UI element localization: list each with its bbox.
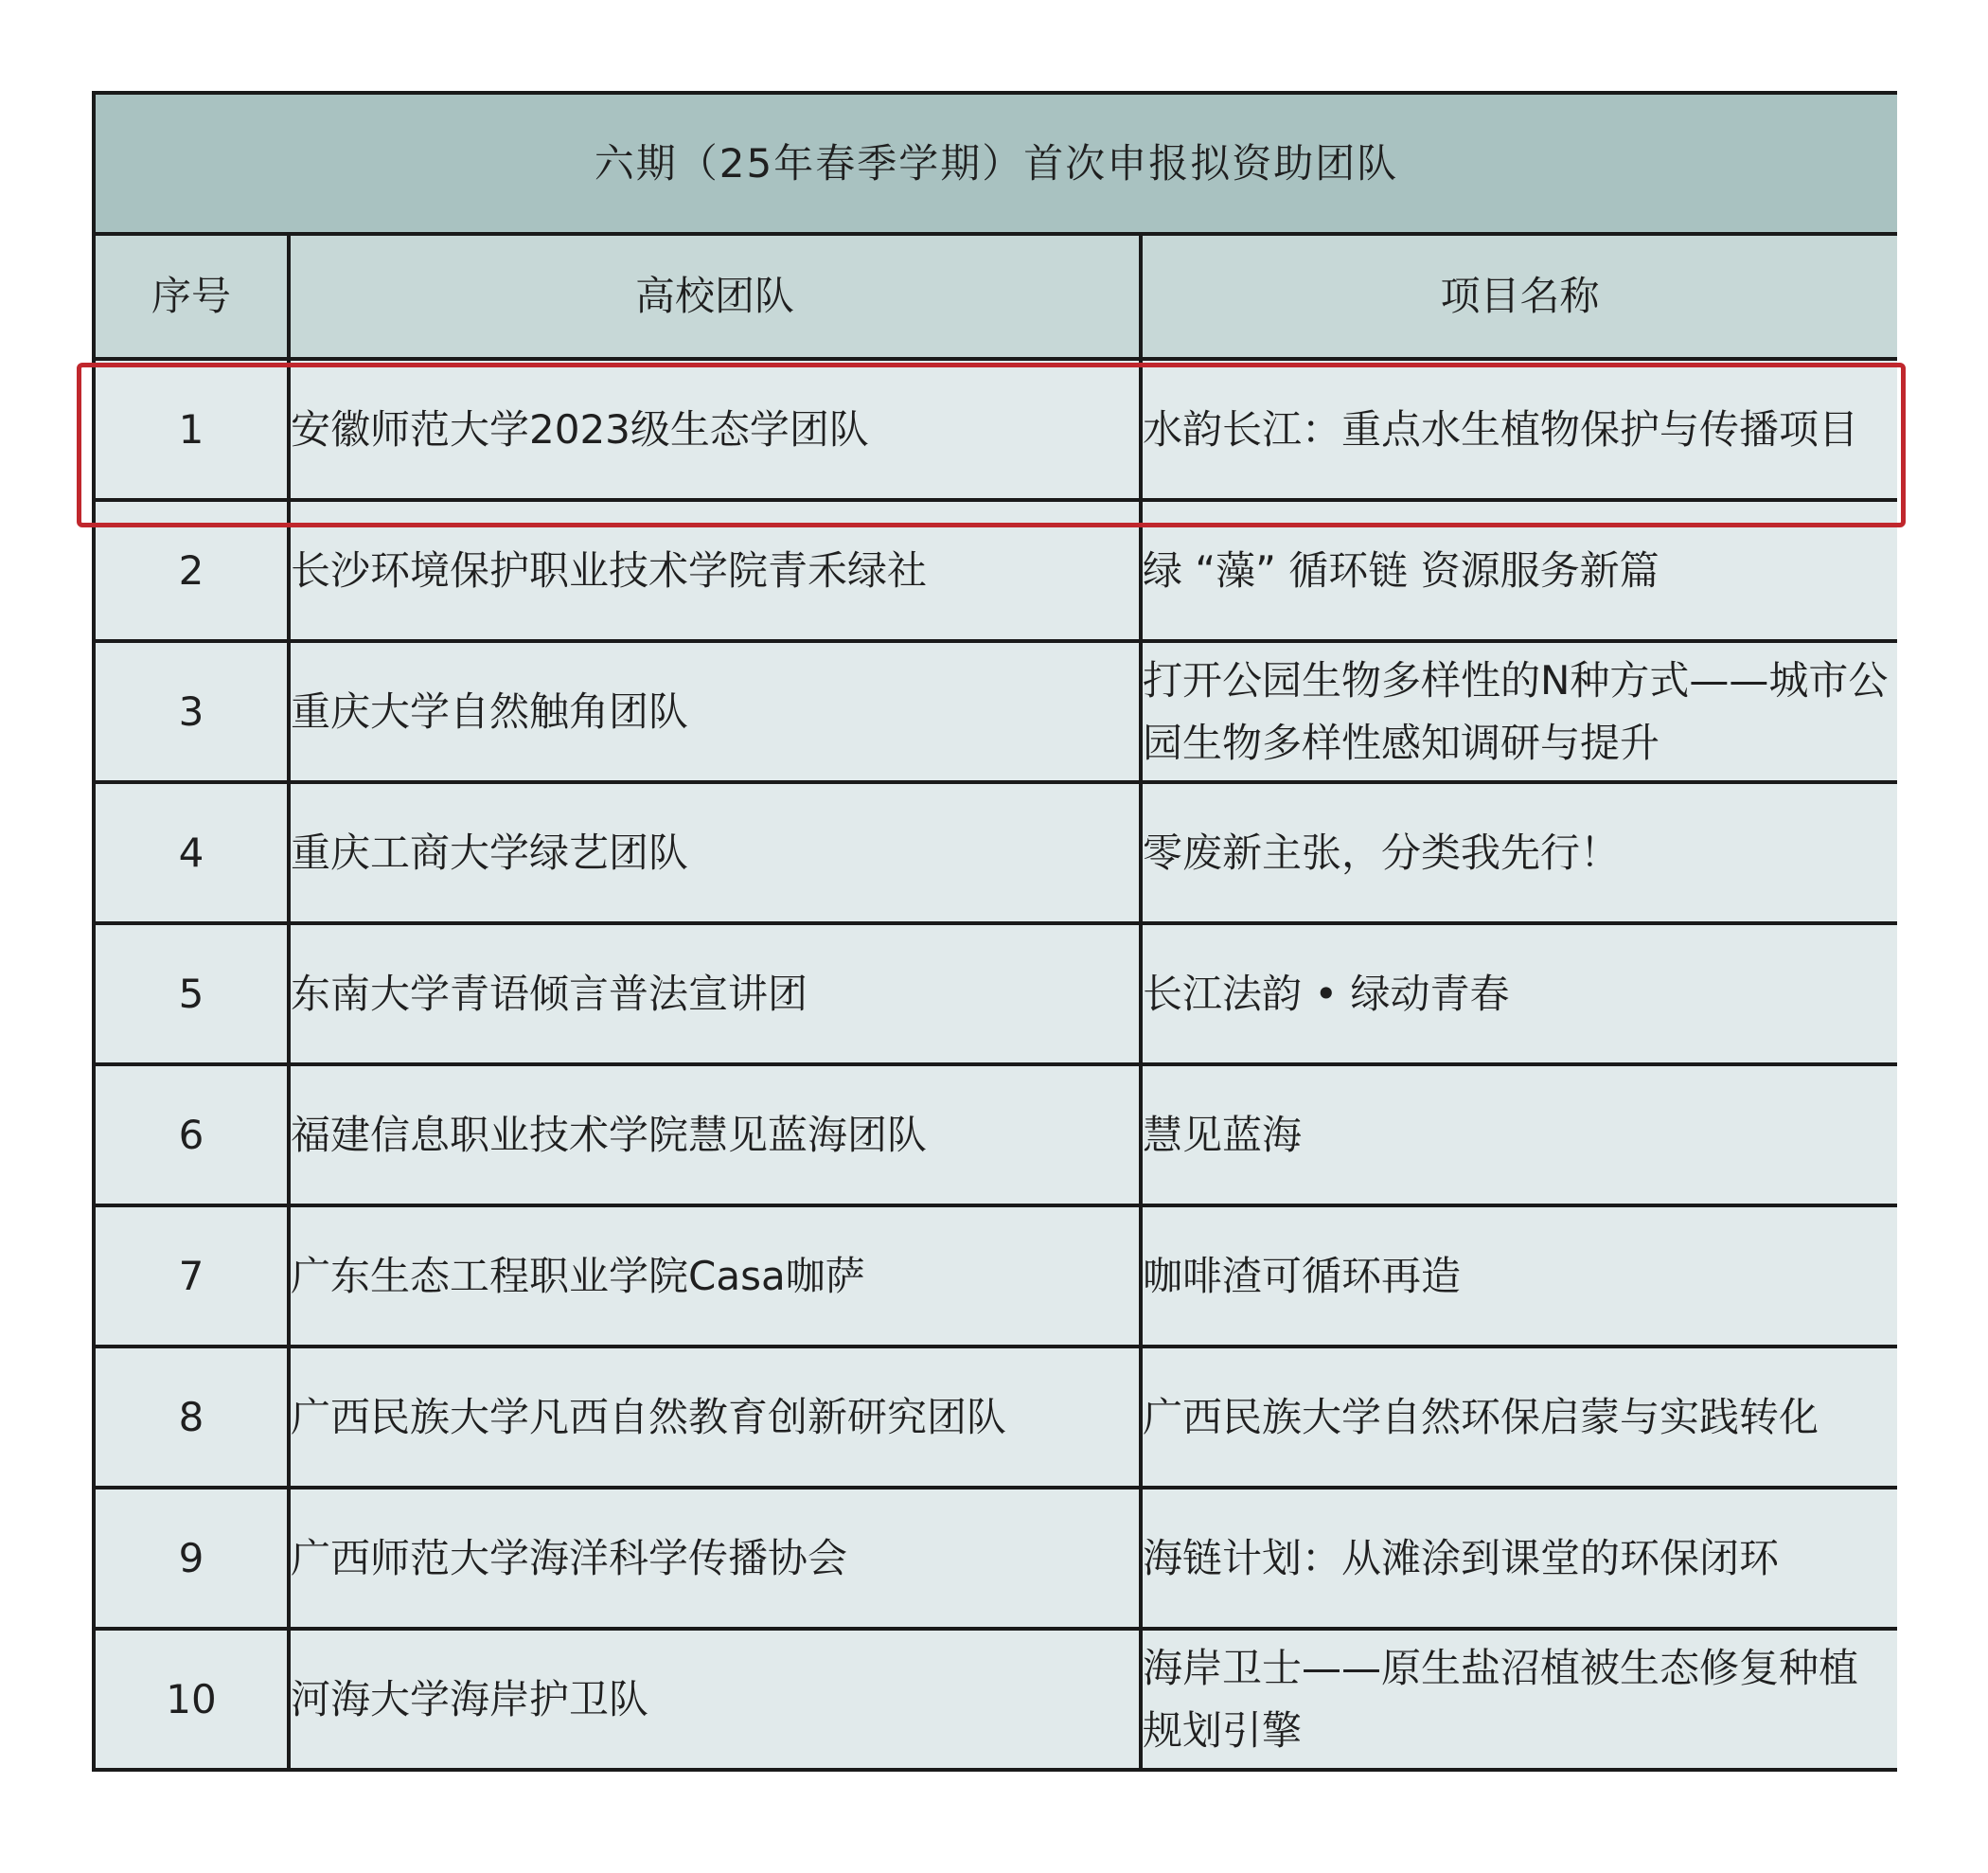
row-team: 河海大学海岸护卫队 [289, 1629, 1141, 1770]
row-team: 广西师范大学海洋科学传播协会 [289, 1488, 1141, 1629]
funding-table-container [92, 91, 1897, 1786]
row-project: 广西民族大学自然环保启蒙与实践转化 [1141, 1347, 1897, 1488]
row-project: 零废新主张，分类我先行！ [1141, 782, 1897, 923]
row-seq: 4 [94, 782, 289, 923]
row-team: 安徽师范大学2023级生态学团队 [289, 359, 1141, 500]
row-team: 福建信息职业技术学院慧见蓝海团队 [289, 1064, 1141, 1205]
row-project: 咖啡渣可循环再造 [1141, 1205, 1897, 1347]
table-title-row [94, 93, 1897, 234]
row-seq: 5 [94, 923, 289, 1064]
row-seq: 10 [94, 1629, 289, 1770]
row-seq: 9 [94, 1488, 289, 1629]
row-seq: 3 [94, 641, 289, 782]
row-project: 水韵长江：重点水生植物保护与传播项目 [1141, 359, 1897, 500]
table-row [94, 1629, 1897, 1770]
row-team: 东南大学青语倾言普法宣讲团 [289, 923, 1141, 1064]
row-seq: 1 [94, 359, 289, 500]
row-project: 绿 “藻” 循环链 资源服务新篇 [1141, 500, 1897, 641]
table-row [94, 641, 1897, 782]
table-row [94, 1064, 1897, 1205]
table-row [94, 923, 1897, 1064]
table-row [94, 1205, 1897, 1347]
table-row [94, 500, 1897, 641]
table-row [94, 1488, 1897, 1629]
row-team: 重庆工商大学绿艺团队 [289, 782, 1141, 923]
header-project: 项目名称 [1141, 234, 1897, 359]
row-team: 广东生态工程职业学院Casa咖萨 [289, 1205, 1141, 1347]
row-project: 海岸卫士——原生盐沼植被生态修复种植规划引擎 [1141, 1629, 1897, 1770]
row-team: 重庆大学自然触角团队 [289, 641, 1141, 782]
header-team: 高校团队 [289, 234, 1141, 359]
header-seq: 序号 [94, 234, 289, 359]
row-project: 海链计划：从滩涂到课堂的环保闭环 [1141, 1488, 1897, 1629]
row-seq: 2 [94, 500, 289, 641]
row-seq: 7 [94, 1205, 289, 1347]
table-row [94, 782, 1897, 923]
row-seq: 8 [94, 1347, 289, 1488]
row-seq: 6 [94, 1064, 289, 1205]
table-header-row [94, 234, 1897, 359]
row-team: 广西民族大学凡西自然教育创新研究团队 [289, 1347, 1141, 1488]
row-project: 打开公园生物多样性的N种方式——城市公园生物多样性感知调研与提升 [1141, 641, 1897, 782]
table-row [94, 359, 1897, 500]
row-project: 慧见蓝海 [1141, 1064, 1897, 1205]
table-row [94, 1347, 1897, 1488]
row-project: 长江法韵 • 绿动青春 [1141, 923, 1897, 1064]
table-title: 六期（25年春季学期）首次申报拟资助团队 [94, 93, 1897, 234]
row-team: 长沙环境保护职业技术学院青禾绿社 [289, 500, 1141, 641]
funding-table [92, 91, 1897, 1772]
